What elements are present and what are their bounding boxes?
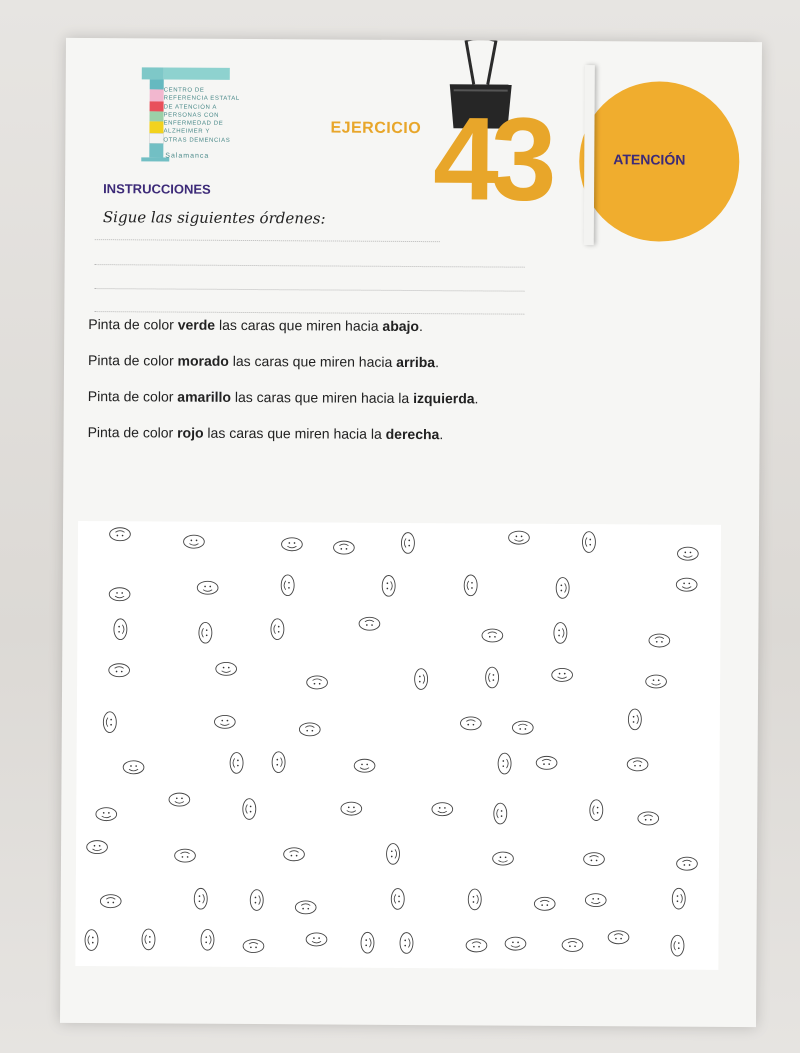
smiley-face-icon[interactable]: [463, 883, 485, 917]
smiley-face-icon[interactable]: [116, 757, 150, 779]
logo-text: CENTRO DE REFERENCIA ESTATAL DE ATENCIÓN A PERSONAS CON ENFERMEDAD DE ALZHEIMER Y OTRAS DEMENCIAS: [163, 87, 240, 144]
smiley-face-icon[interactable]: [102, 659, 136, 681]
smiley-face-icon[interactable]: [299, 928, 333, 950]
smiley-face-icon[interactable]: [246, 883, 268, 917]
smiley-face-icon[interactable]: [99, 705, 121, 739]
instructions-title: INSTRUCCIONES: [103, 181, 211, 197]
smiley-face-icon[interactable]: [138, 922, 160, 956]
smiley-face-icon[interactable]: [196, 922, 218, 956]
smiley-face-icon[interactable]: [454, 712, 488, 734]
smiley-face-icon[interactable]: [577, 848, 611, 870]
smiley-face-icon[interactable]: [352, 613, 386, 635]
smiley-face-icon[interactable]: [397, 526, 419, 560]
smiley-face-icon[interactable]: [555, 934, 589, 956]
order-line: Pinta de color amarillo las caras que miren hacia la izquierda.: [87, 388, 479, 407]
smiley-face-icon[interactable]: [642, 629, 676, 651]
smiley-face-icon[interactable]: [109, 612, 131, 646]
paper-tab: [584, 65, 595, 245]
smiley-face-icon[interactable]: [327, 537, 361, 559]
smiley-face-icon[interactable]: [527, 893, 561, 915]
smiley-face-icon[interactable]: [460, 569, 482, 603]
smiley-face-icon[interactable]: [239, 792, 261, 826]
writing-line: [94, 311, 524, 315]
smiley-face-icon[interactable]: [275, 533, 309, 555]
smiley-face-icon[interactable]: [506, 716, 540, 738]
smiley-face-icon[interactable]: [579, 889, 613, 911]
order-line: Pinta de color verde las caras que miren hacia abajo.: [88, 316, 423, 335]
smiley-face-icon[interactable]: [481, 661, 503, 695]
order-line: Pinta de color rojo las caras que miren hacia la derecha.: [87, 424, 444, 443]
smiley-face-icon[interactable]: [486, 847, 520, 869]
smiley-face-icon[interactable]: [81, 923, 103, 957]
smiley-face-icon[interactable]: [549, 616, 571, 650]
logo-city: Salamanca: [165, 152, 210, 160]
smiley-face-icon[interactable]: [236, 935, 270, 957]
smiley-face-icon[interactable]: [498, 933, 532, 955]
smiley-face-icon[interactable]: [410, 662, 432, 696]
smiley-face-icon[interactable]: [382, 837, 404, 871]
faces-area[interactable]: [75, 521, 721, 970]
smiley-face-icon[interactable]: [378, 569, 400, 603]
smiley-face-icon[interactable]: [545, 664, 579, 686]
smiley-face-icon[interactable]: [631, 808, 665, 830]
smiley-face-icon[interactable]: [102, 583, 136, 605]
smiley-face-icon[interactable]: [176, 531, 210, 553]
smiley-face-icon[interactable]: [348, 755, 382, 777]
smiley-face-icon[interactable]: [277, 568, 299, 602]
exercise-number: 43: [432, 93, 549, 226]
topic-label: ATENCIÓN: [613, 151, 686, 168]
smiley-face-icon[interactable]: [601, 926, 635, 948]
smiley-face-icon[interactable]: [425, 798, 459, 820]
smiley-face-icon[interactable]: [226, 746, 248, 780]
smiley-face-icon[interactable]: [624, 702, 646, 736]
smiley-face-icon[interactable]: [103, 523, 137, 545]
smiley-face-icon[interactable]: [387, 881, 409, 915]
writing-line: [94, 288, 524, 292]
smiley-face-icon[interactable]: [334, 797, 368, 819]
smiley-face-icon[interactable]: [551, 571, 573, 605]
smiley-face-icon[interactable]: [300, 672, 334, 694]
smiley-face-icon[interactable]: [356, 926, 378, 960]
smiley-face-icon[interactable]: [620, 753, 654, 775]
smiley-face-icon[interactable]: [277, 844, 311, 866]
worksheet: [60, 38, 762, 1027]
smiley-face-icon[interactable]: [209, 658, 243, 680]
smiley-face-icon[interactable]: [529, 751, 563, 773]
smiley-face-icon[interactable]: [190, 881, 212, 915]
smiley-face-icon[interactable]: [162, 789, 196, 811]
smiley-face-icon[interactable]: [475, 624, 509, 646]
smiley-face-icon[interactable]: [671, 543, 705, 565]
smiley-face-icon[interactable]: [268, 745, 290, 779]
smiley-face-icon[interactable]: [207, 711, 241, 733]
smiley-face-icon[interactable]: [396, 926, 418, 960]
instructions-subtitle: Sigue las siguientes órdenes:: [102, 208, 326, 228]
smiley-face-icon[interactable]: [669, 573, 703, 595]
smiley-face-icon[interactable]: [195, 616, 217, 650]
smiley-face-icon[interactable]: [667, 929, 689, 963]
writing-line: [95, 264, 525, 268]
smiley-face-icon[interactable]: [578, 525, 600, 559]
exercise-label: EJERCICIO: [330, 119, 422, 138]
smiley-face-icon[interactable]: [191, 576, 225, 598]
smiley-face-icon[interactable]: [94, 890, 128, 912]
smiley-face-icon[interactable]: [288, 896, 322, 918]
smiley-face-icon[interactable]: [670, 852, 704, 874]
smiley-face-icon[interactable]: [459, 934, 493, 956]
smiley-face-icon[interactable]: [267, 613, 289, 647]
order-line: Pinta de color morado las caras que miren hacia arriba.: [87, 352, 440, 371]
smiley-face-icon[interactable]: [585, 793, 607, 827]
smiley-face-icon[interactable]: [502, 526, 536, 548]
smiley-face-icon[interactable]: [293, 719, 327, 741]
order-list: [87, 316, 568, 463]
writing-line: [95, 239, 440, 242]
smiley-face-icon[interactable]: [89, 803, 123, 825]
smiley-face-icon[interactable]: [494, 747, 516, 781]
smiley-face-icon[interactable]: [168, 844, 202, 866]
smiley-face-icon[interactable]: [489, 797, 511, 831]
smiley-face-icon[interactable]: [80, 836, 114, 858]
smiley-face-icon[interactable]: [639, 671, 673, 693]
smiley-face-icon[interactable]: [667, 882, 689, 916]
